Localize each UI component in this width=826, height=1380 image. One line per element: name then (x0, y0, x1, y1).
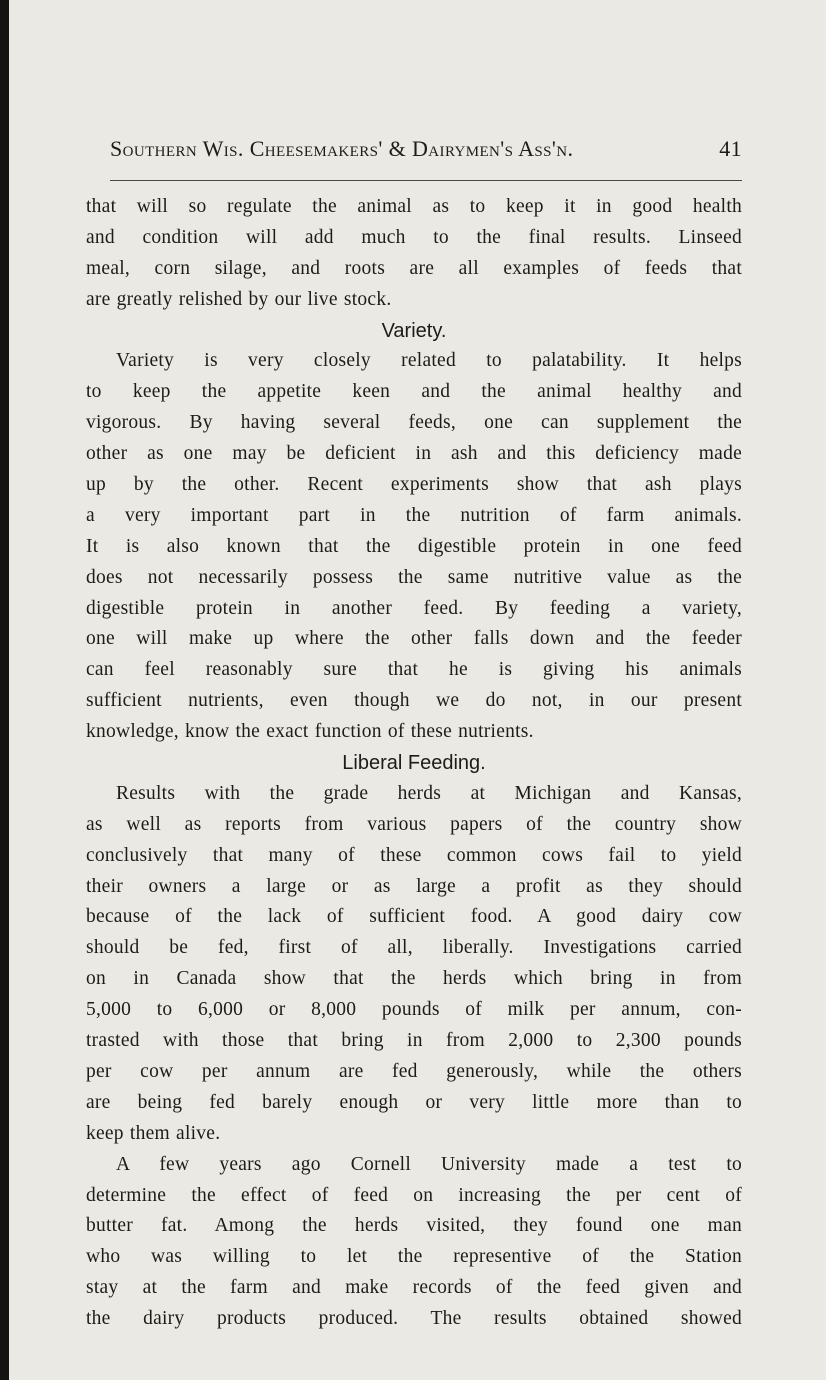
text-line: knowledge, know the exact function of these nutrients. (86, 721, 534, 743)
text-line: on in Canada show that the herds which bring in from (86, 968, 742, 990)
section-heading-variety: Variety. (381, 319, 447, 342)
text-line: 5,000 to 6,000 or 8,000 pounds of milk per annum, con- (86, 999, 742, 1021)
text-line: per cow per annum are fed generously, while the others (86, 1060, 742, 1082)
text-line: keep them alive. (86, 1122, 221, 1144)
text-line: up by the other. Recent experiments show that ash plays (86, 474, 742, 496)
text-line: sufficient nutrients, even though we do not, in our present (86, 690, 742, 712)
text-line: Results with the grade herds at Michigan and Kansas, (116, 782, 742, 804)
text-line: It is also known that the digestible protein in one feed (86, 535, 742, 557)
section-heading-liberal-feeding: Liberal Feeding. (342, 752, 486, 775)
text-line: other as one may be deficient in ash and this deficiency made (86, 443, 742, 465)
text-line: Variety is very closely related to palatability. It helps (116, 350, 742, 372)
page-number: 41 (719, 136, 742, 161)
text-line: determine the effect of feed on increasing the per cent of (86, 1184, 742, 1206)
text-line: should be fed, first of all, liberally. Investigations carried (86, 937, 742, 959)
text-line: can feel reasonably sure that he is giving his animals (86, 659, 742, 681)
text-line: as well as reports from various papers of the country show (86, 813, 742, 835)
text-line: the dairy products produced. The results obtained showed (86, 1308, 742, 1330)
text-line: are being fed barely enough or very little more than to (86, 1091, 742, 1113)
text-line: butter fat. Among the herds visited, they found one man (86, 1215, 742, 1237)
running-header (110, 136, 742, 168)
text-line: A few years ago Cornell University made a test to (116, 1153, 742, 1175)
text-line: are greatly relished by our live stock. (86, 288, 392, 310)
text-line: vigorous. By having several feeds, one can supplement the (86, 412, 742, 434)
text-line: meal, corn silage, and roots are all examples of feeds that (86, 257, 742, 279)
text-line: who was willing to let the representive of the Station (86, 1246, 742, 1268)
text-line: because of the lack of sufficient food. A good dairy cow (86, 906, 742, 928)
body-text (86, 192, 742, 1335)
running-title: Southern Wis. Cheesemakers' & Dairymen's Ass'n. (110, 136, 574, 161)
header-rule (110, 180, 742, 181)
text-line: that will so regulate the animal as to keep it in good health (86, 196, 742, 217)
text-line: their owners a large or as large a profit as they should (86, 875, 742, 897)
text-line: conclusively that many of these common cows fail to yield (86, 844, 742, 866)
text-line: and condition will add much to the final results. Linseed (86, 226, 742, 248)
text-line: to keep the appetite keen and the animal healthy and (86, 381, 742, 403)
text-line: digestible protein in another feed. By feeding a variety, (86, 597, 742, 619)
page-edge (0, 0, 9, 1380)
text-line: does not necessarily possess the same nutritive value as the (86, 566, 742, 588)
text-line: one will make up where the other falls down and the feeder (86, 628, 742, 650)
text-line: a very important part in the nutrition of farm animals. (86, 504, 742, 526)
text-line: stay at the farm and make records of the feed given and (86, 1277, 742, 1299)
text-line: trasted with those that bring in from 2,000 to 2,300 pounds (86, 1030, 742, 1052)
